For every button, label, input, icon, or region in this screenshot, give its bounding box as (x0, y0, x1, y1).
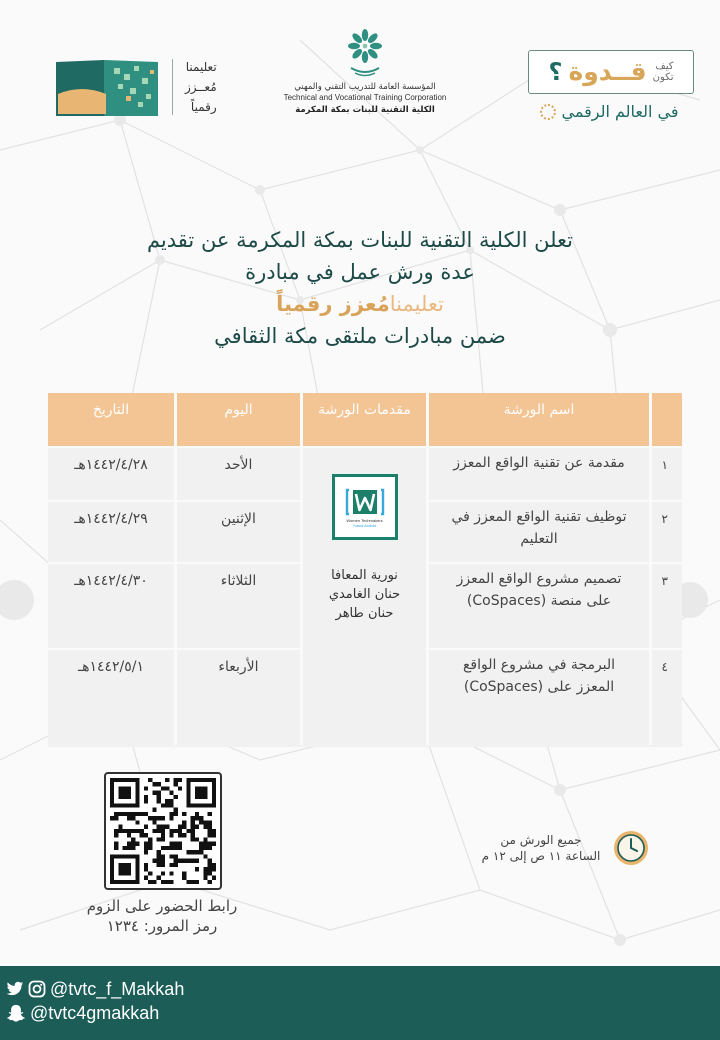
ar-logo-line1: تعليمنا (185, 60, 217, 74)
snapchat-icon[interactable] (6, 1004, 26, 1022)
clock-icon (612, 829, 650, 867)
workshops-table-grid (48, 393, 682, 745)
presenter-name: نورية المعافا (331, 568, 398, 583)
fingerprint-icon (540, 104, 556, 120)
row-date: ١٤٤٢/٤/٣٠هـ (48, 562, 174, 648)
header-presenters: مقدمات الورشة (300, 393, 426, 446)
footer-bar (0, 966, 720, 1040)
row-day: الثلاثاء (174, 562, 300, 648)
social-row-snapchat[interactable] (6, 1002, 159, 1024)
qudwa-subtitle-row (524, 102, 694, 121)
ar-logo-line2: مُعــزز (185, 80, 217, 94)
row-num: ٢ (649, 500, 682, 562)
zoom-qr-code[interactable] (104, 772, 222, 890)
workshop-time (476, 826, 656, 870)
women-techmakers-sublabel: Saudi Arabia (353, 523, 376, 528)
row-num: ١ (649, 446, 682, 500)
ar-initiative-logo (54, 52, 234, 122)
qudwa-takun-text: تكون (652, 72, 674, 83)
presenter-name: حنان طاهر (335, 606, 394, 621)
header-workshop-name: اسم الورشة (426, 393, 649, 446)
twitter-handle[interactable]: @tvtc_f_Makkah (50, 979, 185, 999)
ar-logo-divider (172, 59, 173, 115)
announcement-line4: ضمن مبادرات ملتقى مكة الثقافي (214, 324, 506, 348)
announcement-line1: تعلن الكلية التقنية للبنات بمكة المكرمة عن تقديم (146, 228, 574, 252)
row-workshop-name: البرمجة في مشروع الواقع المعزز على (CoSpaces) (426, 648, 649, 745)
women-techmakers-icon (345, 486, 385, 518)
time-line2: الساعة ١١ ص إلى ١٢ م (481, 849, 601, 863)
row-workshop-name: توظيف تقنية الواقع المعزز في التعليم (426, 500, 649, 562)
snapchat-handle[interactable]: @tvtc4gmakkah (30, 1003, 160, 1023)
announcement-line2: عدة ورش عمل في مبادرة (245, 260, 475, 284)
row-date: ١٤٤٢/٤/٢٩هـ (48, 500, 174, 562)
row-num: ٣ (649, 562, 682, 648)
qudwa-subtitle: في العالم الرقمي (561, 102, 679, 121)
header-date: التاريخ (48, 393, 174, 446)
announcement-initiative (40, 288, 680, 320)
presenter-names (303, 566, 426, 623)
header-num (649, 393, 682, 446)
workshops-table (48, 393, 682, 747)
tvtc-college-name: الكلية التقنية للبنات بمكة المكرمة (295, 105, 435, 115)
qudwa-question-mark: ؟ (548, 58, 563, 86)
presenter-name: حنان الغامدي (328, 587, 401, 602)
twitter-icon[interactable] (6, 981, 24, 997)
tvtc-english-name: Technical and Vocational Training Corporation (283, 93, 447, 102)
qr-code-icon (110, 778, 216, 884)
ar-logo-text (185, 57, 217, 117)
table-header-row (48, 393, 682, 446)
ar-book-icon (54, 54, 160, 120)
qudwa-kayf (653, 61, 674, 83)
qr-caption (62, 896, 262, 936)
instagram-icon[interactable] (28, 980, 46, 998)
header-day: اليوم (174, 393, 300, 446)
women-techmakers-label: Women Techmakers (346, 518, 383, 523)
tvtc-arabic-name: المؤسسة العامة للتدريب التقني والمهني (294, 82, 436, 92)
row-date: ١٤٤٢/٥/١هـ (48, 648, 174, 745)
social-row-twitter-instagram[interactable] (6, 978, 184, 1000)
zoom-passcode: رمز المرور: ١٢٣٤ (106, 917, 218, 935)
tvtc-emblem-icon (343, 28, 387, 80)
presenters-cell (300, 446, 426, 745)
row-workshop-name: تصميم مشروع الواقع المعزز على منصة (CoSpaces) (426, 562, 649, 648)
time-text (476, 832, 606, 864)
announcement (40, 224, 680, 352)
women-techmakers-logo (332, 474, 398, 540)
row-num: ٤ (649, 648, 682, 745)
ar-logo-line3: رقمياً (190, 100, 217, 114)
row-date: ١٤٤٢/٤/٢٨هـ (48, 446, 174, 500)
row-day: الأربعاء (174, 648, 300, 745)
time-line1: جميع الورش من (500, 833, 582, 847)
qudwa-logo-box (528, 50, 694, 94)
row-workshop-name: مقدمة عن تقنية الواقع المعزز (426, 446, 649, 500)
qudwa-word: قــدوة (568, 57, 647, 86)
initiative-word-b: مُعزز رقمياً (276, 292, 390, 316)
qudwa-logo (524, 50, 694, 132)
qudwa-kayf-text: كيف (655, 61, 674, 72)
table-row (48, 446, 682, 500)
row-day: الأحد (174, 446, 300, 500)
zoom-link-label: رابط الحضور على الزوم (86, 897, 238, 915)
tvtc-logo (270, 28, 460, 128)
initiative-word-a: تعليمنا (389, 292, 444, 316)
row-day: الإثنين (174, 500, 300, 562)
